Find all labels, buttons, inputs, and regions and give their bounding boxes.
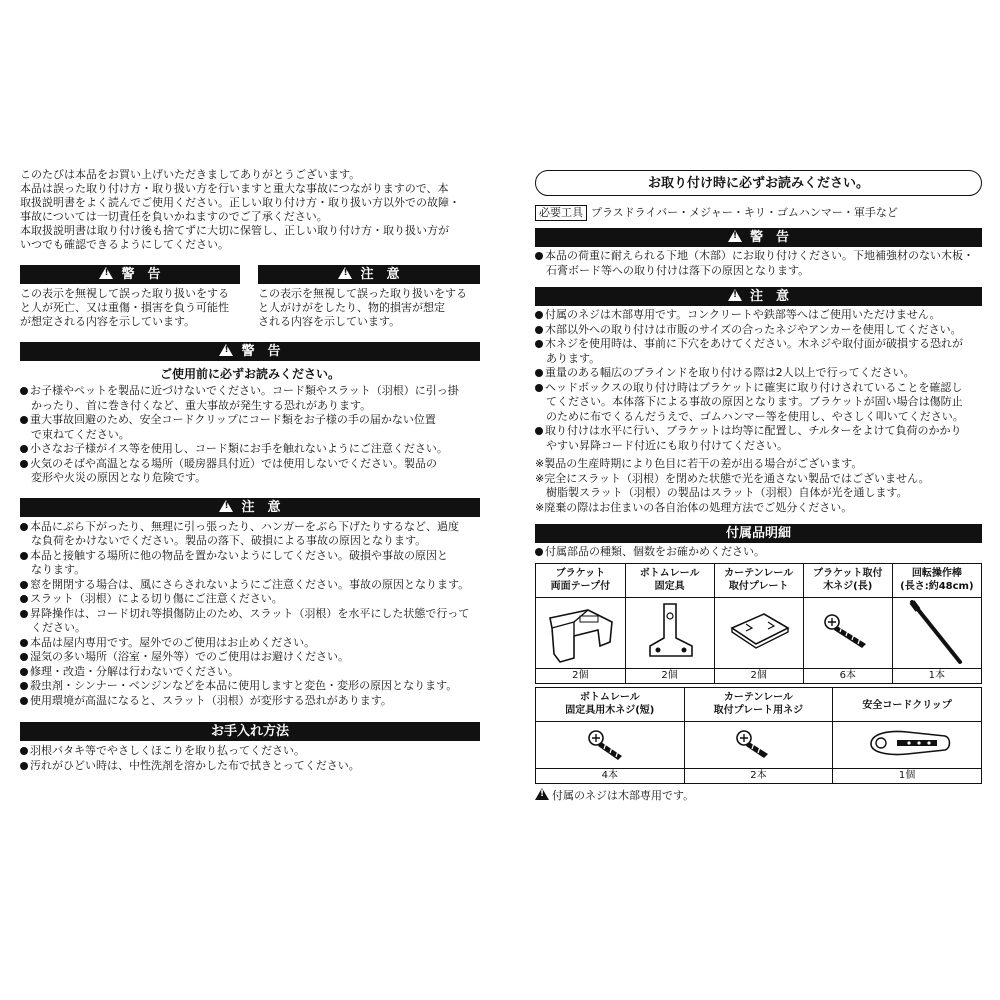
- bullet-icon: [20, 460, 28, 468]
- bullet-icon: [535, 340, 543, 348]
- intro-line: 取扱説明書をよく読んでご使用ください。正しい取り付け方・取り扱い方以外での故障・: [20, 196, 460, 209]
- list-item: [20, 679, 480, 694]
- legend-line: と人が死亡、又は重傷・損害を負う可能性: [20, 301, 229, 314]
- list-item-text: 石膏ボード等への取り付けは落下の原因となります。: [535, 263, 810, 277]
- list-item: [20, 636, 480, 651]
- list-item: [20, 607, 480, 622]
- install-warning-title: 警 告: [749, 230, 789, 245]
- list-item-text: なります。: [20, 563, 86, 576]
- intro-line: このたびは本品をお買い上げいただきましてありがとうございます。: [20, 168, 361, 181]
- list-item-text: 昇降操作は、コード切れ等損傷防止のため、スラット（羽根）を水平にした状態で行って: [30, 606, 470, 620]
- list-item-text: 小さなお子様がイス等を使用し、コード類にお手を触れないようにご注意ください。: [30, 442, 448, 455]
- rotation-rod-icon: [892, 597, 981, 668]
- warning-list: [20, 384, 480, 486]
- caution-icon: [338, 267, 352, 279]
- list-item-text: 本品の荷重に耐えられる下地（木部）にお取り付けください。下地補強材のない木板・: [545, 249, 974, 262]
- bullet-icon: [535, 311, 543, 319]
- part-qty: 4本: [536, 768, 685, 783]
- part-header: ブラケット 両面テープ付: [536, 563, 626, 597]
- intro-line: 本取扱説明書は取り付け後も捨てずに大切に保管し、正しい取り付け方・取り扱い方が: [20, 224, 449, 237]
- list-item: [535, 395, 982, 410]
- care-section-bar: お手入れ方法: [20, 722, 480, 741]
- warning-section-title: 警 告: [241, 344, 281, 359]
- list-item-text: 殺虫剤・シンナー・ベンジンなどを本品に使用しますと変色・変形の原因となります。: [30, 679, 458, 692]
- install-notes: [535, 457, 982, 515]
- legend-warning-title: 警 告: [121, 267, 161, 282]
- legend-row: [20, 265, 480, 337]
- bullet-icon: [20, 639, 28, 647]
- legend-line: される内容を示しています。: [258, 315, 401, 328]
- parts-intro: 付属部品の種類、個数をお確かめください。: [535, 545, 982, 560]
- list-item: [20, 592, 480, 607]
- list-item: [20, 759, 480, 774]
- parts-table-row1: [535, 563, 982, 684]
- list-item-text: 使用環境が高温になると、スラット（羽根）が変形する恐れがあります。: [30, 693, 392, 707]
- list-item: [20, 442, 480, 457]
- legend-line: が想定される内容を示しています。: [20, 315, 196, 328]
- list-item: [535, 439, 982, 454]
- part-qty: 1個: [833, 768, 982, 783]
- curtain-rail-plate-icon: [714, 597, 803, 668]
- list-item: [535, 337, 982, 352]
- bottom-rail-fixture-icon: [625, 597, 714, 668]
- bullet-icon: [535, 548, 543, 556]
- note-line: ※完全にスラット（羽根）を閉めた状態で光を通さない製品ではございません。: [535, 471, 930, 485]
- part-header: ボトムレール 固定具: [625, 563, 714, 597]
- warning-icon: [99, 267, 113, 279]
- intro-line: いつでも確認できるようにしてください。: [20, 238, 229, 251]
- parts-footnote: !付属のネジは木部専用です。: [535, 788, 982, 804]
- tools-list: プラスドライバー・メジャー・キリ・ゴムハンマー・軍手など: [591, 206, 898, 219]
- list-item-text: 火気のそばや高温となる場所（暖房器具付近）では使用しないでください。製品の: [30, 456, 437, 470]
- note-line: 樹脂製スラット（羽根）の製品はスラット（羽根）自体が光を通します。: [535, 486, 908, 499]
- legend-line: この表示を無視して誤った取り扱いをする: [258, 287, 467, 300]
- list-item: [20, 665, 480, 680]
- list-item: [535, 264, 982, 279]
- list-item: [535, 366, 982, 381]
- list-item: [20, 534, 480, 549]
- list-item-text: 変形や火災の原因となり危険です。: [20, 471, 207, 484]
- caution-icon: [535, 788, 549, 800]
- list-item-text: 窓を開閉する場合は、風にさらされないようにご注意ください。事故の原因となります。: [30, 577, 470, 591]
- bullet-icon: [535, 252, 543, 260]
- list-item-text: 本品と接触する場所に他の物品を置かないようにしてください。破損や事故の原因と: [30, 548, 448, 562]
- legend-line: と人がけがをしたり、物的損害が想定: [258, 301, 445, 314]
- install-title: お取り付け時に必ずお読みください。: [535, 170, 982, 196]
- part-header: カーテンレール 取付プレート用ネジ: [684, 687, 833, 721]
- list-item: [20, 650, 480, 665]
- list-item-text: で束ねてください。: [20, 427, 130, 441]
- list-item-text: 木ネジを使用時は、事前に下穴をあけてください。木ネジや取付面が破損する恐れが: [545, 337, 963, 350]
- caution-section-bar: [20, 498, 480, 517]
- list-item: [20, 399, 480, 414]
- bullet-icon: [20, 387, 28, 395]
- bullet-icon: [535, 326, 543, 334]
- bullet-icon: [20, 668, 28, 676]
- warning-icon: [219, 344, 233, 356]
- bullet-icon: [20, 682, 28, 690]
- list-item-text: のために布でくるんだうえで、ゴムハンマー等を使用し、やさしく叩いてください。: [535, 409, 964, 423]
- list-item-text: てください。本体落下による事故の原因となります。ブラケットが固い場合は傷防止: [535, 395, 963, 408]
- caution-icon: [728, 289, 742, 301]
- legend-caution-title: 注 意: [360, 267, 400, 282]
- note-line: ※廃棄の際はお住まいの各自治体の処理方法でご処分ください。: [535, 500, 853, 514]
- list-item-text: 汚れがひどい時は、中性洗剤を溶かした布で拭きとってください。: [30, 758, 360, 772]
- part-header: ボトムレール 固定具用木ネジ(短): [536, 687, 685, 721]
- list-item-text: 付属のネジは木部専用です。コンクリートや鉄部等へはご使用いただけません。: [545, 308, 941, 321]
- list-item: [20, 744, 480, 759]
- list-item-text: あります。: [535, 351, 601, 365]
- bullet-icon: [20, 653, 28, 661]
- list-item-text: な負荷をかけないでください。製品の落下、破損による事故の原因となります。: [20, 534, 427, 547]
- note-line: ※製品の生産時期により色目に若干の差が出る場合がございます。: [535, 457, 863, 470]
- install-warning-list: [535, 249, 982, 278]
- list-item: [20, 384, 480, 399]
- bullet-icon: [20, 416, 28, 424]
- list-item-text: 取り付けは水平に行い、ブラケットは均等に配置し、チルターをよけて負荷のかかり: [545, 424, 962, 437]
- intro-text: [20, 168, 480, 252]
- list-item: [535, 308, 982, 323]
- list-item-text: やすい昇降コード付近にも取り付けてください。: [535, 438, 788, 452]
- part-qty: 2個: [625, 668, 714, 683]
- part-qty: 2個: [714, 668, 803, 683]
- parts-bar: 付属品明細: [535, 524, 982, 543]
- list-item: [20, 578, 480, 593]
- part-qty: 6本: [803, 668, 892, 683]
- list-item: [535, 249, 982, 264]
- bullet-icon: [20, 762, 28, 770]
- list-item-text: お子様やペットを製品に近づけないでください。コード類やスラット（羽根）に引っ掛: [30, 384, 459, 397]
- bullet-icon: [20, 581, 28, 589]
- bullet-icon: [20, 747, 28, 755]
- legend-warning-bar: [20, 265, 240, 284]
- bullet-icon: [535, 427, 543, 435]
- part-qty: 2個: [536, 668, 626, 683]
- list-item-text: 木部以外への取り付けは市販のサイズの合ったネジやアンカーを使用してください。: [545, 322, 962, 336]
- intro-line: 本品は誤った取り付け方・取り扱い方を行いますと重大な事故につながりますので、本: [20, 182, 449, 195]
- bullet-icon: [20, 445, 28, 453]
- list-item-text: 本品は屋内専用です。屋外でのご使用はお止めください。: [30, 635, 316, 649]
- bullet-icon: [20, 523, 28, 531]
- part-header: 安全コードクリップ: [833, 687, 982, 721]
- bullet-icon: [20, 552, 28, 560]
- list-item-text: 修理・改造・分解は行わないでください。: [30, 664, 239, 678]
- part-qty: 2本: [684, 768, 833, 783]
- list-item-text: 重大事故回避のため、安全コードクリップにコード類をお子様の手の届かない位置: [30, 413, 436, 426]
- list-item: [20, 563, 480, 578]
- part-header: ブラケット取付 木ネジ(長): [803, 563, 892, 597]
- list-item-text: かったり、首に巻き付くなど、重大事故が発生する恐れがあります。: [20, 398, 372, 412]
- part-header: 回転操作棒 (長さ:約48cm): [892, 563, 981, 597]
- install-caution-list: [535, 308, 982, 453]
- list-item: [20, 549, 480, 564]
- list-item: [20, 457, 480, 472]
- list-item-text: 湿気の多い場所（浴室・屋外等）でのご使用はお避けください。: [30, 650, 349, 663]
- list-item: [535, 323, 982, 338]
- list-item-text: 本品にぶら下がったり、無理に引っ張ったり、ハンガーをぶら下げたりするなど、過度: [30, 519, 459, 533]
- install-caution-bar: [535, 287, 982, 306]
- warning-icon: [728, 230, 742, 242]
- caution-list: [20, 520, 480, 709]
- list-item: [20, 621, 480, 636]
- part-header: カーテンレール 取付プレート: [714, 563, 803, 597]
- list-item: [535, 381, 982, 396]
- install-caution-title: 注 意: [749, 289, 789, 304]
- list-item-text: ヘッドボックスの取り付け時はブラケットに確実に取り付けされていることを確認し: [545, 380, 963, 394]
- legend-warning: [20, 265, 240, 329]
- legend-caution-bar: [258, 265, 480, 284]
- tools-row: [535, 204, 982, 222]
- plate-screw-icon: [684, 721, 833, 768]
- list-item-text: 重量のある幅広のブラインドを取り付ける際は2人以上で行ってください。: [545, 366, 915, 379]
- caution-icon: [219, 500, 233, 512]
- part-qty: 1本: [892, 668, 981, 683]
- bullet-icon: [20, 610, 28, 618]
- list-item: [535, 410, 982, 425]
- parts-table-row2: [535, 687, 982, 784]
- safety-cord-clip-icon: [833, 721, 982, 768]
- care-list: [20, 744, 480, 773]
- list-item-text: スラット（羽根）による切り傷にご注意ください。: [30, 592, 283, 605]
- bullet-icon: [535, 369, 543, 377]
- wood-screw-short-icon: [536, 721, 685, 768]
- list-item: [20, 413, 480, 428]
- tools-tag: 必要工具: [535, 205, 587, 221]
- list-item: [20, 694, 480, 709]
- list-item: [20, 471, 480, 486]
- install-warning-bar: [535, 228, 982, 247]
- intro-line: 事故については一切責任を負いかねますのでご了承ください。: [20, 210, 328, 223]
- legend-line: この表示を無視して誤った取り扱いをする: [20, 287, 229, 300]
- list-item: [20, 428, 480, 443]
- bullet-icon: [535, 384, 543, 392]
- warning-section-subtitle: ご使用前に必ずお読みください。: [159, 367, 340, 381]
- bullet-icon: [20, 697, 28, 705]
- legend-caution-text: [258, 287, 480, 329]
- left-column: [20, 0, 480, 773]
- bullet-icon: [20, 595, 28, 603]
- legend-caution: [258, 265, 480, 329]
- warning-section-bar: [20, 342, 480, 361]
- right-column: [535, 0, 982, 803]
- wood-screw-long-icon: [803, 597, 892, 668]
- bracket-icon: [536, 597, 626, 668]
- legend-warning-text: [20, 287, 240, 329]
- list-item-text: ください。: [20, 621, 86, 634]
- list-item: [20, 520, 480, 535]
- caution-section-title: 注 意: [241, 499, 281, 515]
- list-item: [535, 424, 982, 439]
- list-item-text: 羽根バタキ等でやさしくほこりを取り払ってください。: [30, 744, 305, 757]
- list-item: [535, 352, 982, 367]
